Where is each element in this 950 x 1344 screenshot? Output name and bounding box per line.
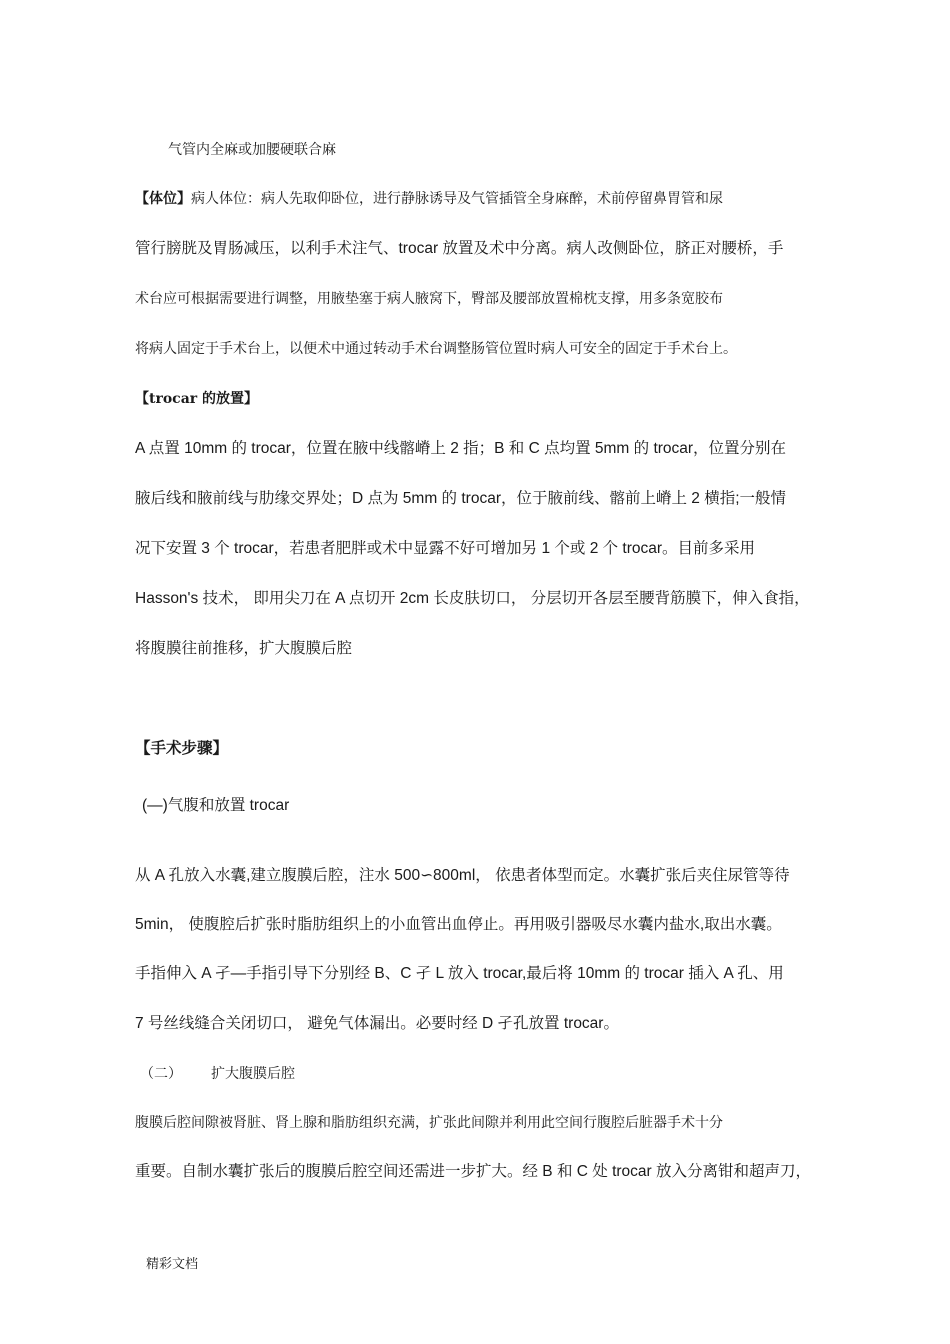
position-paragraph-line-1 xyxy=(135,189,723,209)
steps-subheading-2-title: 扩大腹膜后腔 xyxy=(211,1066,295,1082)
position-line-1-text: 病人体位：病人先取仰卧位，进行静脉诱导及气管插管全身麻醉，术前停留鼻胃管和尿 xyxy=(191,191,723,207)
steps-paragraph-1-line-1: 从 A 孔放入水囊,建立腹膜后腔，注水 500∽800ml， 依患者体型而定。水囊扩张后夹住尿管等待 xyxy=(135,867,790,884)
steps-heading: 【手术步骤】 xyxy=(135,740,229,757)
steps-paragraph-2-line-1: 腹膜后腔间隙被肾脏、肾上腺和脂肪组织充满，扩张此间隙并利用此空间行腹腔后脏器手术十分 xyxy=(135,1115,723,1131)
position-paragraph-line-4: 将病人固定于手术台上，以便术中通过转动手术台调整肠管位置时病人可安全的固定于手术台上。 xyxy=(135,341,737,357)
steps-paragraph-1-line-2: 5min， 使腹腔后扩张时脂肪组织上的小血管出血停止。再用吸引器吸尽水囊内盐水,取出水囊。 xyxy=(135,916,782,933)
position-paragraph-line-2: 管行膀胱及胃肠减压，以利手术注气、trocar 放置及术中分离。病人改侧卧位，脐正对腰桥，手 xyxy=(135,240,784,257)
trocar-line-1: A 点置 10mm 的 trocar，位置在腋中线髂嵴上 2 指；B 和 C 点均置 5mm 的 trocar，位置分别在 xyxy=(135,440,787,457)
trocar-heading: 【trocar 的放置】 xyxy=(135,391,259,407)
trocar-line-5: 将腹膜往前推移，扩大腹膜后腔 xyxy=(135,640,353,657)
steps-subheading-1: (—)气腹和放置 trocar xyxy=(142,797,290,814)
page-footer: 精彩文档 xyxy=(146,1257,199,1272)
trocar-line-3: 况下安置 3 个 trocar，若患者肥胖或术中显露不好可增加另 1 个或 2 个 trocar。目前多采用 xyxy=(135,540,756,557)
anesthesia-line: 气管内全麻或加腰硬联合麻 xyxy=(168,142,336,158)
position-paragraph-line-3: 术台应可根据需要进行调整，用腋垫塞于病人腋窝下，臀部及腰部放置棉枕支撑，用多条宽胶布 xyxy=(135,291,723,307)
trocar-line-4: Hasson's 技术， 即用尖刀在 A 点切开 2cm 长皮肤切口， 分层切开各层至腰背筋膜下，伸入食指， xyxy=(135,590,810,607)
steps-subheading-2-number: （二） xyxy=(140,1066,182,1082)
steps-paragraph-1-line-4: 7 号丝线缝合关闭切口， 避免气体漏出。必要时经 D 孑孔放置 trocar。 xyxy=(135,1015,619,1032)
trocar-line-2: 腋后线和腋前线与肋缘交界处；D 点为 5mm 的 trocar，位于腋前线、髂前上嵴上 2 横指;一般情 xyxy=(135,490,787,507)
position-heading: 【体位】 xyxy=(135,191,191,207)
steps-paragraph-1-line-3: 手指伸入 A 孑—手指引导下分别经 B、C 孑 L 放入 trocar,最后将 10mm 的 trocar 插入 A 孔、用 xyxy=(135,965,784,982)
steps-paragraph-2-line-2: 重要。自制水囊扩张后的腹膜后腔空间还需进一步扩大。经 B 和 C 处 trocar 放入分离钳和超声刀， xyxy=(135,1163,811,1180)
